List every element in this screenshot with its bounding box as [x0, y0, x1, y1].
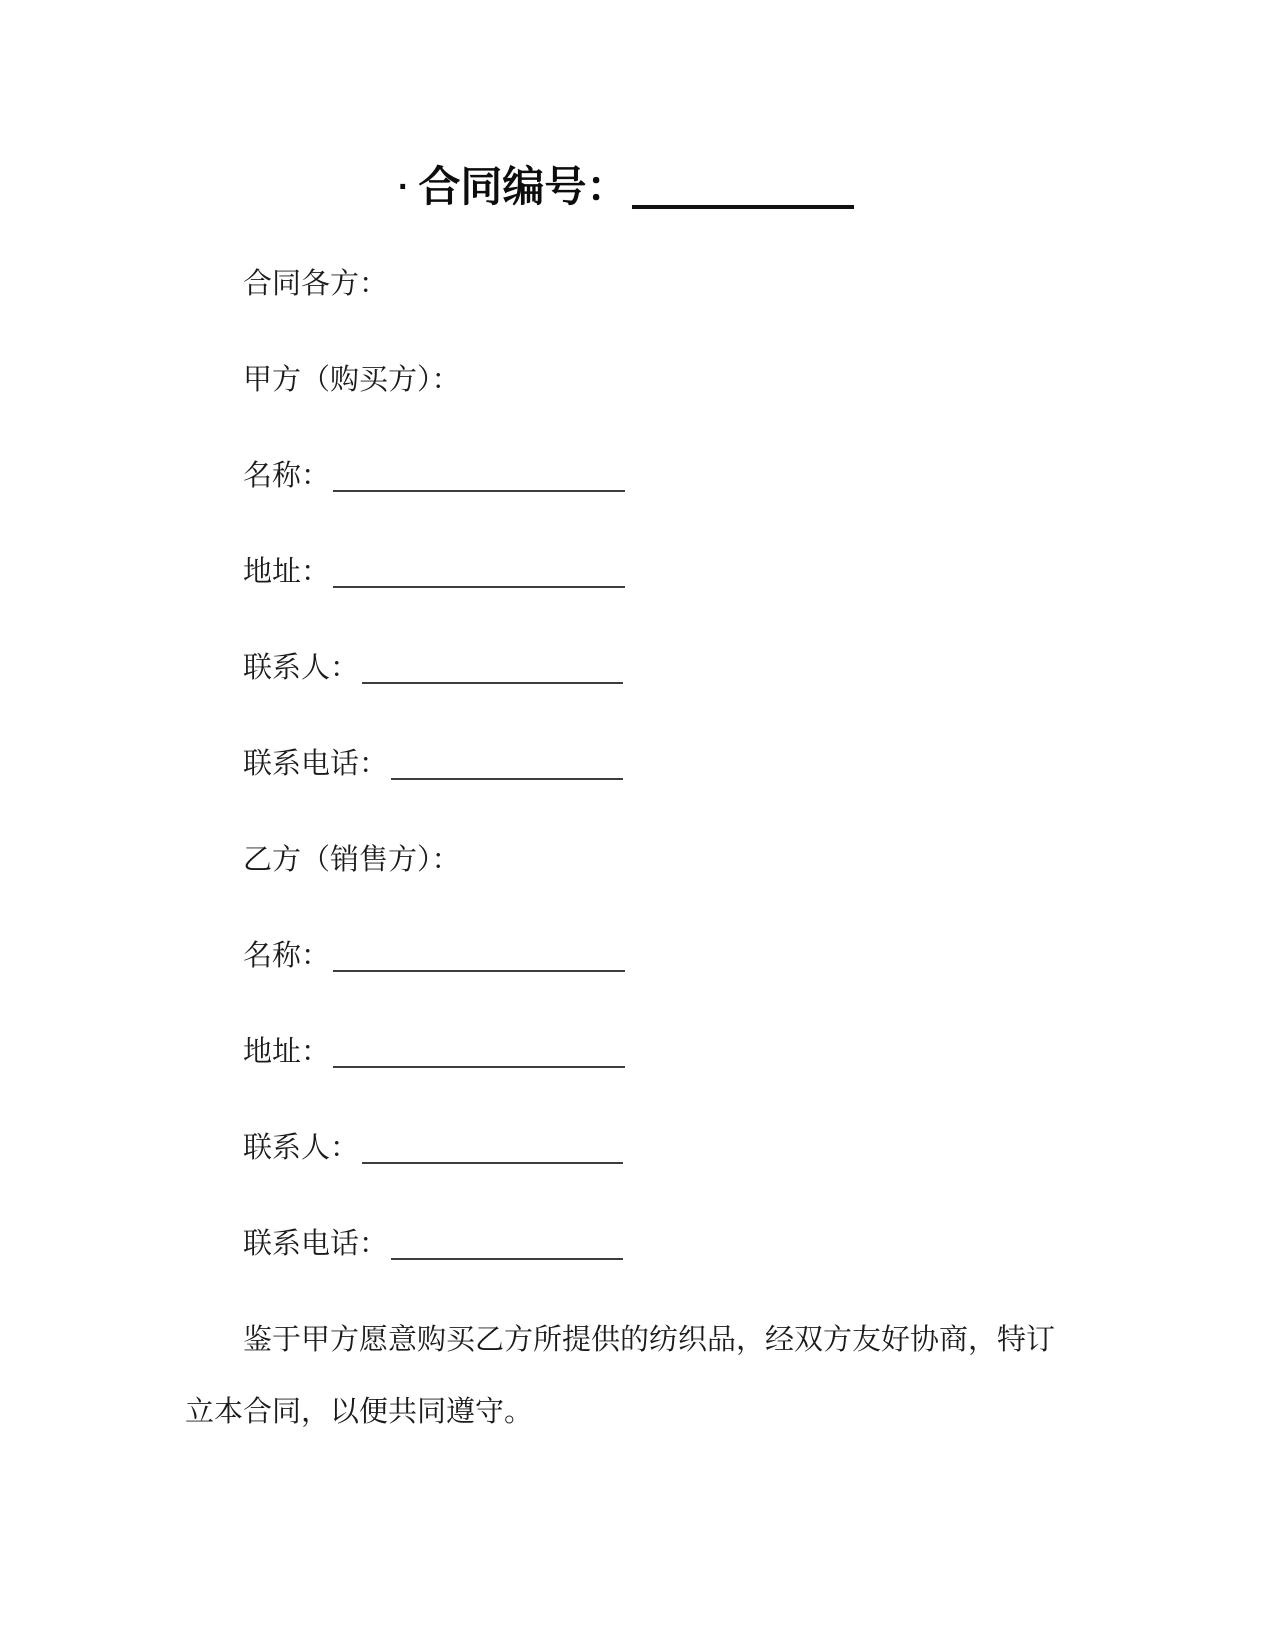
form-row — [185, 1208, 1090, 1280]
field-label: 联系电话： — [243, 1228, 389, 1260]
form-rows — [185, 248, 1090, 1280]
field-label: 合同各方： — [243, 268, 389, 300]
field-label: 甲方（购买方）： — [243, 364, 461, 396]
blank-line — [333, 462, 625, 492]
form-row — [185, 920, 1090, 992]
field-label: 乙方（销售方）： — [243, 844, 461, 876]
blank-line — [333, 942, 625, 972]
field-label: 名称： — [243, 940, 331, 972]
title-text: 合同编号： — [418, 163, 629, 210]
form-row — [185, 728, 1090, 800]
blank-line — [333, 1038, 625, 1068]
form-row — [185, 1016, 1090, 1088]
preamble-paragraph: 鉴于甲方愿意购买乙方所提供的纺织品，经双方友好协商，特订立本合同，以便共同遵守。 — [185, 1324, 1056, 1428]
title-blank-line — [632, 169, 854, 209]
form-row — [185, 824, 1090, 896]
field-label: 地址： — [243, 556, 331, 588]
field-label: 联系人： — [243, 652, 360, 684]
field-label: 联系电话： — [243, 748, 389, 780]
form-row — [185, 632, 1090, 704]
field-label: 地址： — [243, 1036, 331, 1068]
blank-line — [333, 558, 625, 588]
blank-line — [362, 1134, 623, 1164]
form-row — [185, 1112, 1090, 1184]
form-row — [185, 344, 1090, 416]
form-row — [185, 440, 1090, 512]
blank-line — [391, 1230, 623, 1260]
form-row — [185, 536, 1090, 608]
field-label: 联系人： — [243, 1132, 360, 1164]
blank-line — [362, 654, 623, 684]
title-bullet: · — [398, 168, 410, 206]
field-label: 名称： — [243, 460, 331, 492]
blank-line — [391, 750, 623, 780]
form-row — [185, 248, 1090, 320]
document-title — [185, 162, 1090, 212]
